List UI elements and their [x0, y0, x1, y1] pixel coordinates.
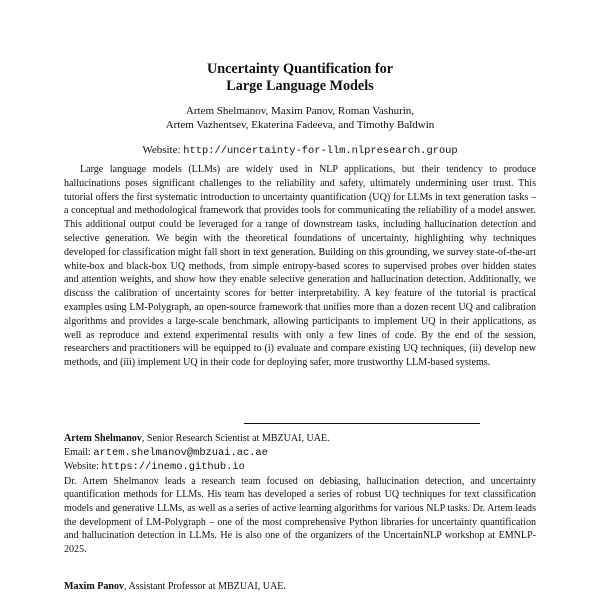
- author-list: [64, 104, 536, 133]
- paper-title: [64, 61, 536, 95]
- section-divider: [244, 423, 480, 424]
- bio-website-label: Website:: [64, 461, 102, 473]
- paper-title-line-2: Large Language Models: [226, 78, 374, 94]
- website-url-link[interactable]: http://uncertainty-for-llm.nlpresearch.group: [183, 145, 458, 157]
- bio-role: , Senior Research Scientist at MBZUAI, UAE.: [141, 433, 330, 444]
- paper-page: [64, 0, 536, 600]
- author-bio-artem-shelmanov: [64, 432, 536, 556]
- author-list-line-2: Artem Vazhentsev, Ekaterina Fadeeva, and Timothy Baldwin: [165, 119, 435, 132]
- paper-title-line-1: Uncertainty Quantification for: [207, 61, 393, 77]
- bio-website-line: [64, 460, 536, 475]
- abstract-paragraph: Large language models (LLMs) are widely used in NLP applications, but their tendency to produce hallucinations poses significant challenges to the reliability and safety, ultimately undermining user trust. This tutorial offers the first systematic introduction to uncertainty quantification (UQ) for LLMs in text generation tasks – a conceptual and methodological framework that provides tools for communicating the reliability of a model answer. This additional output could be leveraged for a range of downstream tasks, including hallucination detection and selective generation. We begin with the theoretical foundations of uncertainty, highlighting why techniques developed for classification might fall short in text generation. Building on this grounding, we survey state-of-the-art white-box and black-box UQ methods, from simple entropy-based scores to supervised probes over hidden states and attention weights, and show how they enable selective generation and hallucination detection. Additionally, we discuss the calibration of uncertainty scores for better interpretability. A key feature of the tutorial is practical examples using LM-Polygraph, an open-source framework that unifies more than a dozen recent UQ and calibration algorithms and provides a large-scale benchmark, allowing participants to implement UQ in their applications, as well as reproduce and extend experimental results with only a few lines of code. By the end of the session, researchers and practitioners will be equipped to (i) evaluate and compare existing UQ techniques, (ii) develop new methods, and (iii) implement UQ in their code for deploying safer, more trustworthy LLM-based systems.: [64, 164, 536, 369]
- bio-name: Artem Shelmanov: [64, 433, 142, 444]
- bio-text: Dr. Artem Shelmanov leads a research team focused on debiasing, hallucination detection, and uncertainty quantification methods for LLMs. His team has developed a series of robust UQ techniques for text classification models and generative LLMs, as well as a series of active learning algorithms for various NLP tasks. Dr. Artem leads the development of LM-Polygraph – one of the most comprehensive Python libraries for uncertainty quantification and hallucination detection in LLMs. He is also one of the organizers of the UncertainNLP workshop at EMNLP-2025.: [64, 475, 536, 555]
- bio-name: Maxim Panov: [64, 581, 124, 592]
- bio-email-label: Email:: [64, 446, 94, 458]
- author-bio-maxim-panov: [64, 580, 536, 594]
- paper-website: [64, 143, 536, 158]
- website-label: Website:: [142, 144, 184, 156]
- bio-website-link[interactable]: https://inemo.github.io: [101, 461, 245, 474]
- bio-heading: [64, 432, 536, 446]
- bio-role: , Assistant Professor at MBZUAI, UAE.: [124, 581, 286, 592]
- author-list-line-1: Artem Shelmanov, Maxim Panov, Roman Vashurin,: [185, 105, 415, 117]
- bio-heading: [64, 580, 536, 594]
- bio-email-link[interactable]: artem.shelmanov@mbzuai.ac.ae: [93, 446, 268, 459]
- bio-email-line: [64, 446, 536, 461]
